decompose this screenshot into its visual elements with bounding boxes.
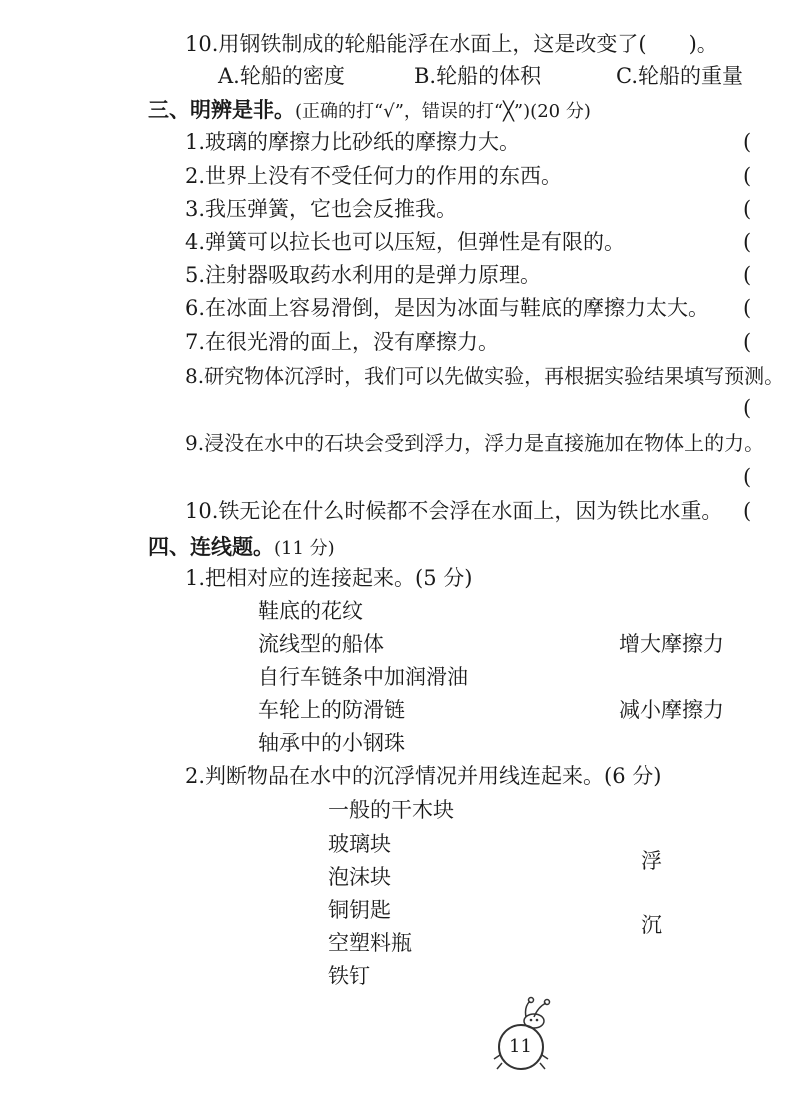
judge-answer-5[interactable]: ( bbox=[743, 263, 752, 287]
judge-answer-4[interactable]: ( bbox=[743, 230, 752, 254]
match-q2-right-1[interactable]: 浮 bbox=[641, 849, 662, 873]
section3-heading bbox=[148, 99, 591, 121]
judge-item-10: 10.铁无论在什么时候都不会浮在水面上，因为铁比水重。 bbox=[185, 499, 723, 523]
judge-answer-10[interactable]: ( bbox=[743, 499, 752, 523]
judge-item-8: 8.研究物体沉浮时，我们可以先做实验，再根据实验结果填写预测。 bbox=[185, 364, 785, 388]
section4-title: 四、连线题。 bbox=[148, 534, 274, 559]
judge-answer-9[interactable]: ( bbox=[743, 465, 752, 489]
judge-answer-6[interactable]: ( bbox=[743, 296, 752, 320]
q10-text: 10.用钢铁制成的轮船能浮在水面上，这是改变了( )。 bbox=[185, 32, 718, 56]
judge-item-9: 9.浸没在水中的石块会受到浮力，浮力是直接施加在物体上的力。 bbox=[185, 431, 765, 455]
match-q1-right-1[interactable]: 增大摩擦力 bbox=[619, 632, 724, 656]
match-q2-left-6[interactable]: 铁钉 bbox=[328, 964, 370, 988]
match-q2-left-2[interactable]: 玻璃块 bbox=[328, 832, 391, 856]
match-q1-left-5[interactable]: 轴承中的小钢珠 bbox=[258, 731, 405, 755]
judge-answer-8[interactable]: ( bbox=[743, 396, 752, 420]
bug-mascot-icon bbox=[484, 995, 554, 1075]
q10-option-b: B.轮船的体积 bbox=[414, 64, 542, 88]
q10-option-a: A.轮船的密度 bbox=[218, 64, 345, 88]
judge-item-7: 7.在很光滑的面上，没有摩擦力。 bbox=[185, 330, 500, 354]
judge-answer-2[interactable]: ( bbox=[743, 164, 752, 188]
q10-option-c: C.轮船的重量 bbox=[616, 64, 743, 88]
section3-title: 三、明辨是非。 bbox=[148, 97, 295, 122]
judge-item-2: 2.世界上没有不受任何力的作用的东西。 bbox=[185, 164, 563, 188]
match-q1-left-1[interactable]: 鞋底的花纹 bbox=[258, 599, 363, 623]
match-q2-prompt: 2.判断物品在水中的沉浮情况并用线连起来。(6 分) bbox=[185, 764, 662, 788]
judge-item-1: 1.玻璃的摩擦力比砂纸的摩擦力大。 bbox=[185, 130, 521, 154]
judge-item-6: 6.在冰面上容易滑倒，是因为冰面与鞋底的摩擦力太大。 bbox=[185, 296, 710, 320]
match-q1-right-2[interactable]: 减小摩擦力 bbox=[619, 698, 724, 722]
judge-item-5: 5.注射器吸取药水利用的是弹力原理。 bbox=[185, 263, 542, 287]
match-q2-left-1[interactable]: 一般的干木块 bbox=[328, 798, 454, 822]
page-number-badge bbox=[484, 995, 554, 1075]
section4-heading bbox=[148, 536, 335, 558]
match-q1-prompt: 1.把相对应的连接起来。(5 分) bbox=[185, 566, 473, 590]
section4-score: (11 分) bbox=[274, 538, 335, 559]
match-q2-left-4[interactable]: 铜钥匙 bbox=[328, 898, 391, 922]
judge-answer-7[interactable]: ( bbox=[743, 330, 752, 354]
page-number: 11 bbox=[509, 1036, 532, 1057]
match-q2-right-2[interactable]: 沉 bbox=[641, 913, 662, 937]
judge-answer-1[interactable]: ( bbox=[743, 130, 752, 154]
match-q2-left-3[interactable]: 泡沫块 bbox=[328, 865, 391, 889]
match-q2-left-5[interactable]: 空塑料瓶 bbox=[328, 931, 412, 955]
match-q1-left-3[interactable]: 自行车链条中加润滑油 bbox=[258, 665, 468, 689]
section3-note: (正确的打“√”，错误的打“╳”) bbox=[295, 101, 531, 122]
judge-item-4: 4.弹簧可以拉长也可以压短，但弹性是有限的。 bbox=[185, 230, 626, 254]
match-q1-left-4[interactable]: 车轮上的防滑链 bbox=[258, 698, 405, 722]
section3-score: (20 分) bbox=[530, 101, 591, 122]
judge-item-3: 3.我压弹簧，它也会反推我。 bbox=[185, 197, 458, 221]
judge-answer-3[interactable]: ( bbox=[743, 197, 752, 221]
match-q1-left-2[interactable]: 流线型的船体 bbox=[258, 632, 384, 656]
